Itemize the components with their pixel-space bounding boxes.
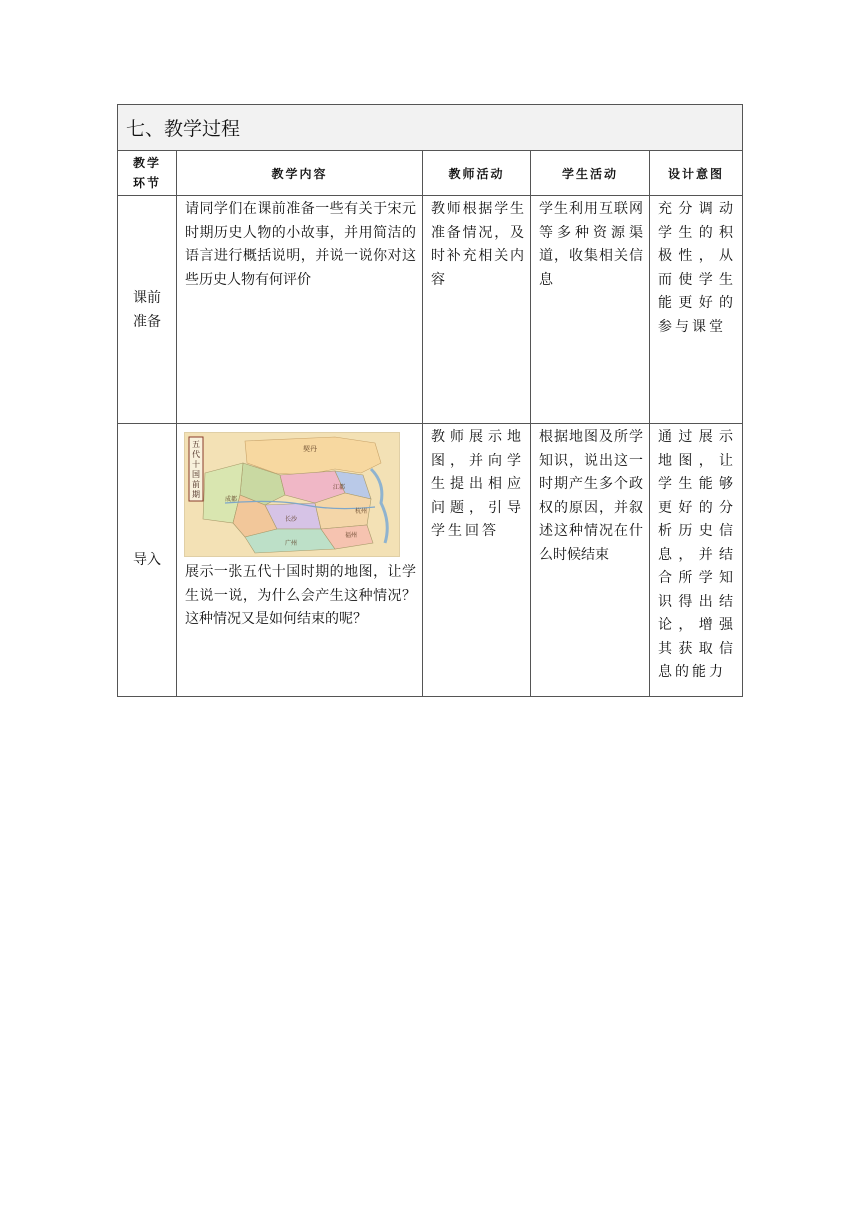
content-cell: 请同学们在课前准备一些有关于宋元时期历史人物的小故事，并用简洁的语言进行概括说明，并说一说你对这些历史人物有何评价 xyxy=(177,196,423,424)
stage-cell xyxy=(118,424,177,697)
svg-text:江都: 江都 xyxy=(333,484,346,491)
stage-cell xyxy=(118,196,177,424)
svg-text:契丹: 契丹 xyxy=(303,445,317,453)
stage-line2: 准备 xyxy=(133,313,161,330)
table-row xyxy=(118,424,743,697)
svg-text:福州: 福州 xyxy=(345,532,358,539)
svg-text:期: 期 xyxy=(192,490,200,499)
intent-cell: 充分调动学生的积极性，从而使学生能更好的参与课堂 xyxy=(650,196,743,424)
header-stage-line1: 教学 xyxy=(132,156,161,170)
section-title: 七、教学过程 xyxy=(118,105,743,151)
stage-line1: 导入 xyxy=(133,552,161,568)
header-stage-line2: 环节 xyxy=(132,176,161,190)
svg-text:成都: 成都 xyxy=(225,496,238,503)
svg-text:五: 五 xyxy=(192,440,200,449)
header-intent: 设计意图 xyxy=(650,151,743,196)
teaching-process-table xyxy=(117,104,743,697)
teacher-cell: 教师根据学生准备情况，及时补充相关内容 xyxy=(423,196,531,424)
svg-text:杭州: 杭州 xyxy=(355,508,368,515)
svg-text:广州: 广州 xyxy=(285,540,298,547)
table-row xyxy=(118,196,743,424)
stage-line1: 课前 xyxy=(133,289,161,306)
svg-text:代: 代 xyxy=(192,450,200,459)
svg-text:长沙: 长沙 xyxy=(285,516,298,523)
content-text: 展示一张五代十国时期的地图，让学生说一说，为什么会产生这种情况？这种情况又是如何结束的呢？ xyxy=(185,564,416,627)
header-stage xyxy=(118,151,177,196)
header-content: 教学内容 xyxy=(177,151,423,196)
teacher-cell: 教师展示地图，并向学生提出相应问题，引导学生回答 xyxy=(423,424,531,697)
header-student: 学生活动 xyxy=(531,151,650,196)
intent-cell: 通过展示地图，让学生能够更好的分析历史信息，并结合所学知识得出结论，增强其获取信息的能力 xyxy=(650,424,743,697)
svg-text:前: 前 xyxy=(192,480,200,489)
five-dynasties-map-image xyxy=(184,432,400,557)
student-cell: 学生利用互联网等多种资源渠道，收集相关信息 xyxy=(531,196,650,424)
map-graphic xyxy=(185,433,399,556)
header-teacher: 教师活动 xyxy=(423,151,531,196)
svg-text:十: 十 xyxy=(192,460,200,469)
student-cell: 根据地图及所学知识，说出这一时期产生多个政权的原因，并叙述这种情况在什么时候结束 xyxy=(531,424,650,697)
svg-text:国: 国 xyxy=(192,470,200,479)
header-row xyxy=(118,151,743,196)
content-cell xyxy=(177,424,423,697)
